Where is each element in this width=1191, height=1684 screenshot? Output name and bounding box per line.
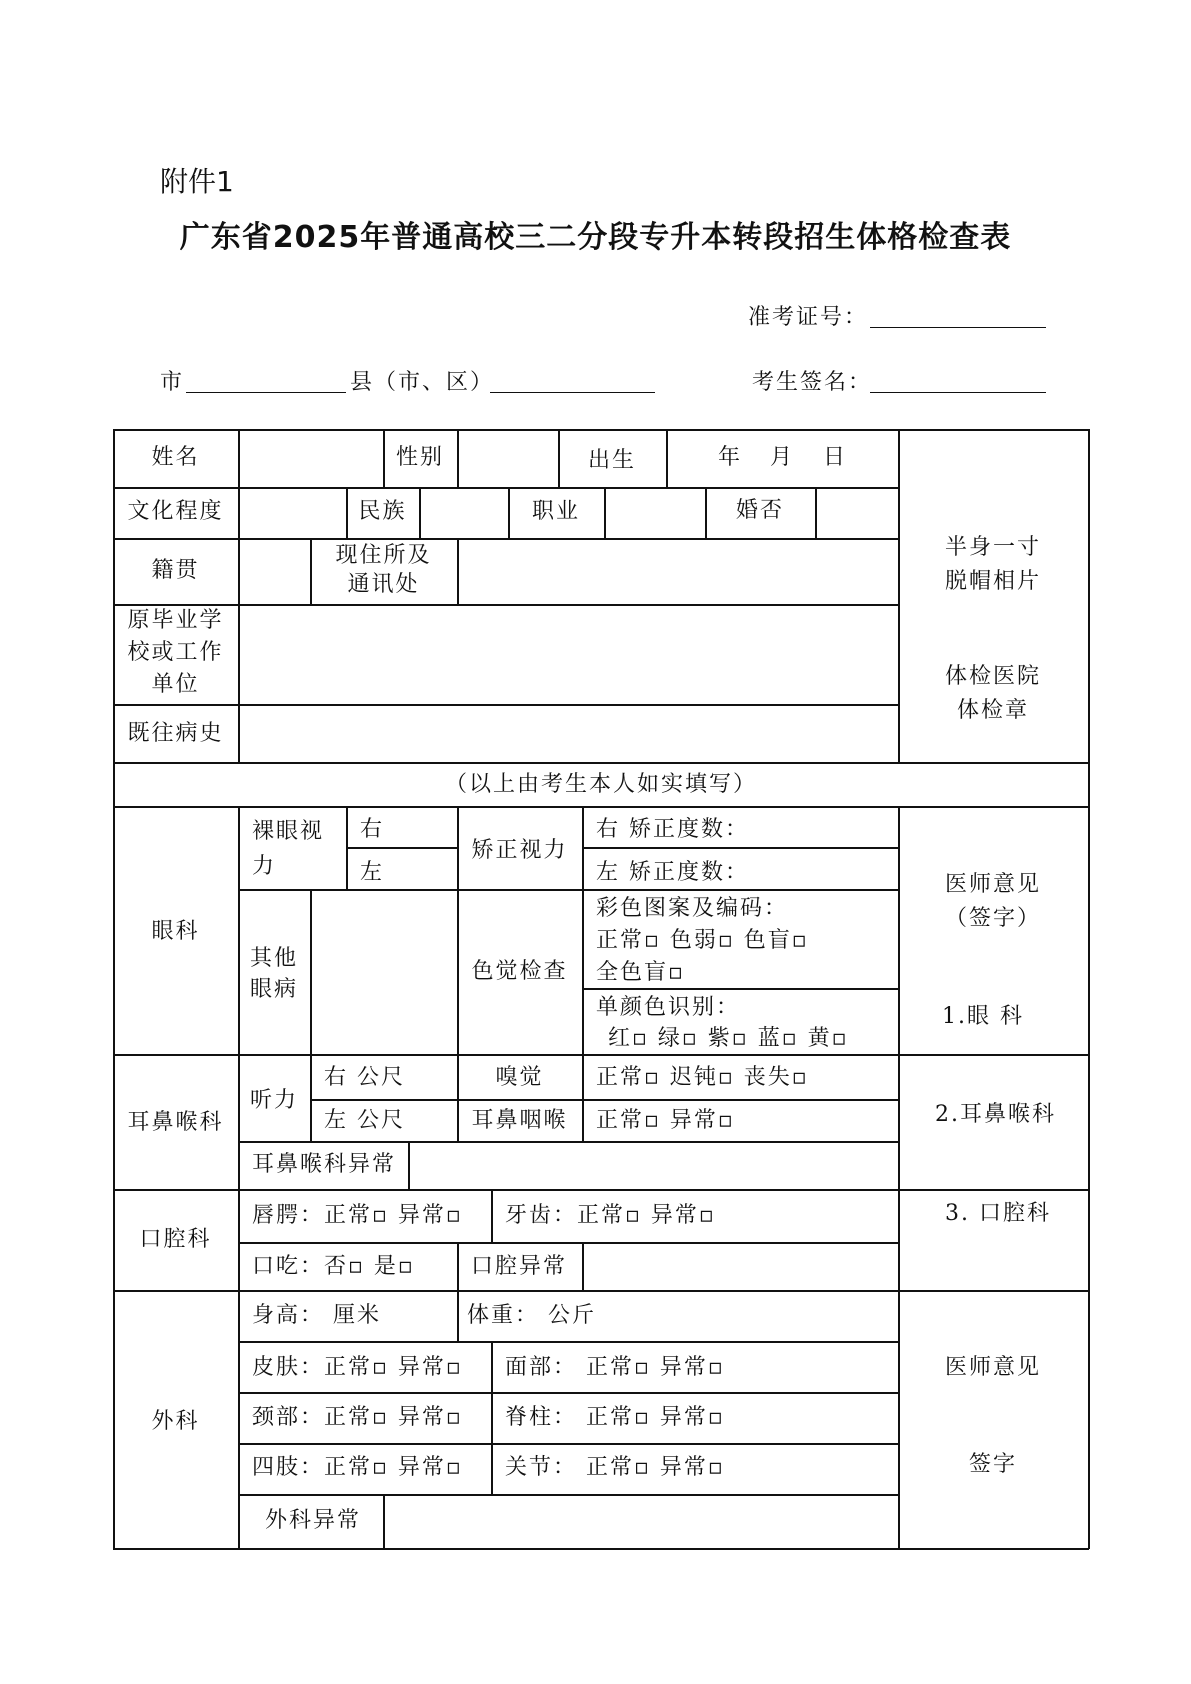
- day-label: 日: [823, 445, 848, 470]
- table-rule: [113, 704, 899, 706]
- naked-left-label: 左: [360, 860, 385, 885]
- table-rule: [582, 988, 898, 990]
- birth-label: 出生: [587, 448, 636, 473]
- surgery-abnormal-label: 外科异常: [265, 1508, 362, 1533]
- oral-section-label: 口腔科: [139, 1227, 212, 1252]
- school-label: 单位: [151, 672, 200, 697]
- hearing-label: 听力: [249, 1088, 298, 1113]
- surgery-sign-label: 签字: [968, 1452, 1017, 1477]
- opinion-oral: 3. 口腔科: [945, 1201, 1051, 1226]
- stamp-label: 体检章: [956, 698, 1029, 723]
- table-rule: [457, 429, 459, 487]
- page-title: 广东省2025年普通高校三二分段专升本转段招生体格检查表: [179, 220, 1012, 255]
- weight-field: 体重： 公斤: [467, 1303, 596, 1328]
- teeth-options[interactable]: 牙齿：正常▫ 异常▫: [505, 1203, 716, 1228]
- county-field[interactable]: [490, 392, 655, 393]
- surgery-doctor-label: 医师意见: [944, 1355, 1041, 1380]
- city-field[interactable]: [186, 392, 346, 393]
- lips-options[interactable]: 唇腭：正常▫ 异常▫: [252, 1203, 463, 1228]
- table-rule: [238, 1242, 898, 1244]
- table-rule: [604, 487, 606, 538]
- skin-options[interactable]: 皮肤：正常▫ 异常▫: [252, 1355, 463, 1380]
- table-rule: [113, 1290, 1089, 1292]
- surgery-section-label: 外科: [151, 1409, 200, 1434]
- table-rule: [815, 487, 817, 538]
- table-rule: [457, 1290, 459, 1341]
- naked-vision-label: 裸眼视: [252, 819, 325, 844]
- address-label: 通讯处: [347, 572, 420, 597]
- color-pattern-full[interactable]: 全色盲▫: [596, 960, 685, 985]
- month-label: 月: [770, 445, 795, 470]
- table-rule: [238, 1494, 898, 1496]
- height-field: 身高： 厘米: [252, 1303, 381, 1328]
- self-fill-note: （以上由考生本人如实填写）: [444, 772, 757, 797]
- opinion-eye: 1.眼 科: [942, 1004, 1024, 1029]
- photo-label: 脱帽相片: [944, 569, 1041, 594]
- table-border: [113, 1548, 1089, 1550]
- hearing-right: 右 公尺: [324, 1065, 405, 1090]
- stamp-label: 体检医院: [944, 664, 1041, 689]
- signature-label: 考生签名：: [752, 370, 873, 395]
- school-label: 原毕业学: [127, 608, 224, 633]
- name-label: 姓名: [151, 445, 200, 470]
- table-rule: [346, 847, 457, 849]
- ethnicity-label: 民族: [358, 499, 407, 524]
- stutter-options[interactable]: 口吃：否▫ 是▫: [252, 1254, 415, 1279]
- table-border: [113, 429, 115, 1549]
- table-rule: [582, 847, 898, 849]
- city-label: 市: [160, 370, 185, 395]
- photo-label: 半身一寸: [944, 535, 1041, 560]
- occupation-label: 职业: [531, 499, 580, 524]
- table-rule: [238, 889, 898, 891]
- doctor-opinion-label: 医师意见: [944, 872, 1041, 897]
- mono-color-title: 单颜色识别：: [596, 995, 741, 1020]
- spine-options[interactable]: 脊柱： 正常▫ 异常▫: [505, 1405, 725, 1430]
- limbs-options[interactable]: 四肢：正常▫ 异常▫: [252, 1455, 463, 1480]
- table-rule: [238, 1443, 898, 1445]
- education-label: 文化程度: [127, 499, 224, 524]
- table-rule: [238, 1392, 898, 1394]
- signature-field[interactable]: [870, 392, 1046, 393]
- corrected-vision-label: 矫正视力: [471, 838, 568, 863]
- joints-options[interactable]: 关节： 正常▫ 异常▫: [505, 1455, 725, 1480]
- table-rule: [457, 1242, 459, 1290]
- table-rule: [113, 487, 899, 489]
- naked-right-label: 右: [360, 817, 385, 842]
- face-options[interactable]: 面部： 正常▫ 异常▫: [505, 1355, 725, 1380]
- year-label: 年: [718, 445, 743, 470]
- color-check-label: 色觉检查: [471, 959, 568, 984]
- table-rule: [238, 1141, 898, 1143]
- left-degree-label: 左 矫正度数：: [596, 860, 749, 885]
- right-degree-label: 右 矫正度数：: [596, 817, 749, 842]
- table-rule: [491, 1189, 493, 1242]
- table-rule: [582, 1242, 584, 1290]
- ent-abnormal-label: 耳鼻喉科异常: [252, 1152, 397, 1177]
- neck-options[interactable]: 颈部：正常▫ 异常▫: [252, 1405, 463, 1430]
- throat-label: 耳鼻咽喉: [471, 1108, 568, 1133]
- throat-options[interactable]: 正常▫ 异常▫: [596, 1108, 735, 1133]
- color-pattern-options[interactable]: 正常▫ 色弱▫ 色盲▫: [596, 928, 809, 953]
- address-label: 现住所及: [335, 543, 432, 568]
- smell-label: 嗅觉: [495, 1065, 544, 1090]
- table-rule: [408, 1141, 410, 1189]
- table-rule: [666, 429, 668, 487]
- table-rule: [491, 1341, 493, 1494]
- table-rule: [582, 806, 584, 1054]
- table-rule: [582, 1054, 584, 1141]
- history-label: 既往病史: [127, 721, 224, 746]
- table-rule: [113, 1054, 1089, 1056]
- opinion-ent: 2.耳鼻喉科: [935, 1102, 1056, 1127]
- doctor-sign-label: （签字）: [944, 906, 1041, 931]
- table-rule: [238, 806, 240, 1549]
- table-rule: [419, 487, 421, 538]
- table-rule: [113, 762, 1089, 764]
- oral-abnormal-label: 口腔异常: [471, 1254, 568, 1279]
- exam-no-label: 准考证号：: [748, 305, 869, 330]
- table-border: [1088, 429, 1090, 1549]
- table-rule: [310, 889, 312, 1054]
- marital-label: 婚否: [735, 498, 784, 523]
- ent-section-label: 耳鼻喉科: [127, 1110, 224, 1135]
- eye-section-label: 眼科: [151, 919, 200, 944]
- naked-vision-label: 力: [252, 854, 277, 879]
- table-rule: [310, 1099, 898, 1101]
- attachment-label: 附件1: [160, 165, 234, 198]
- table-border: [113, 429, 1089, 431]
- county-label: 县（市、区）: [350, 370, 495, 395]
- table-rule: [238, 429, 240, 763]
- mono-color-options[interactable]: 红▫ 绿▫ 紫▫ 蓝▫ 黄▫: [608, 1026, 849, 1051]
- table-rule: [113, 806, 1089, 808]
- hearing-left: 左 公尺: [324, 1108, 405, 1133]
- native-label: 籍贯: [151, 558, 200, 583]
- table-rule: [238, 1341, 898, 1343]
- exam-no-field[interactable]: [870, 327, 1046, 328]
- table-rule: [310, 1054, 312, 1141]
- other-eye-label: 其他: [249, 946, 298, 971]
- table-rule: [113, 538, 899, 540]
- color-pattern-title: 彩色图案及编码：: [596, 896, 789, 921]
- other-eye-label: 眼病: [249, 977, 298, 1002]
- table-rule: [457, 538, 459, 604]
- table-rule: [383, 1494, 385, 1548]
- smell-options[interactable]: 正常▫ 迟钝▫ 丧失▫: [596, 1065, 809, 1090]
- table-rule: [113, 1189, 1089, 1191]
- gender-label: 性别: [395, 445, 444, 470]
- school-label: 校或工作: [127, 640, 224, 665]
